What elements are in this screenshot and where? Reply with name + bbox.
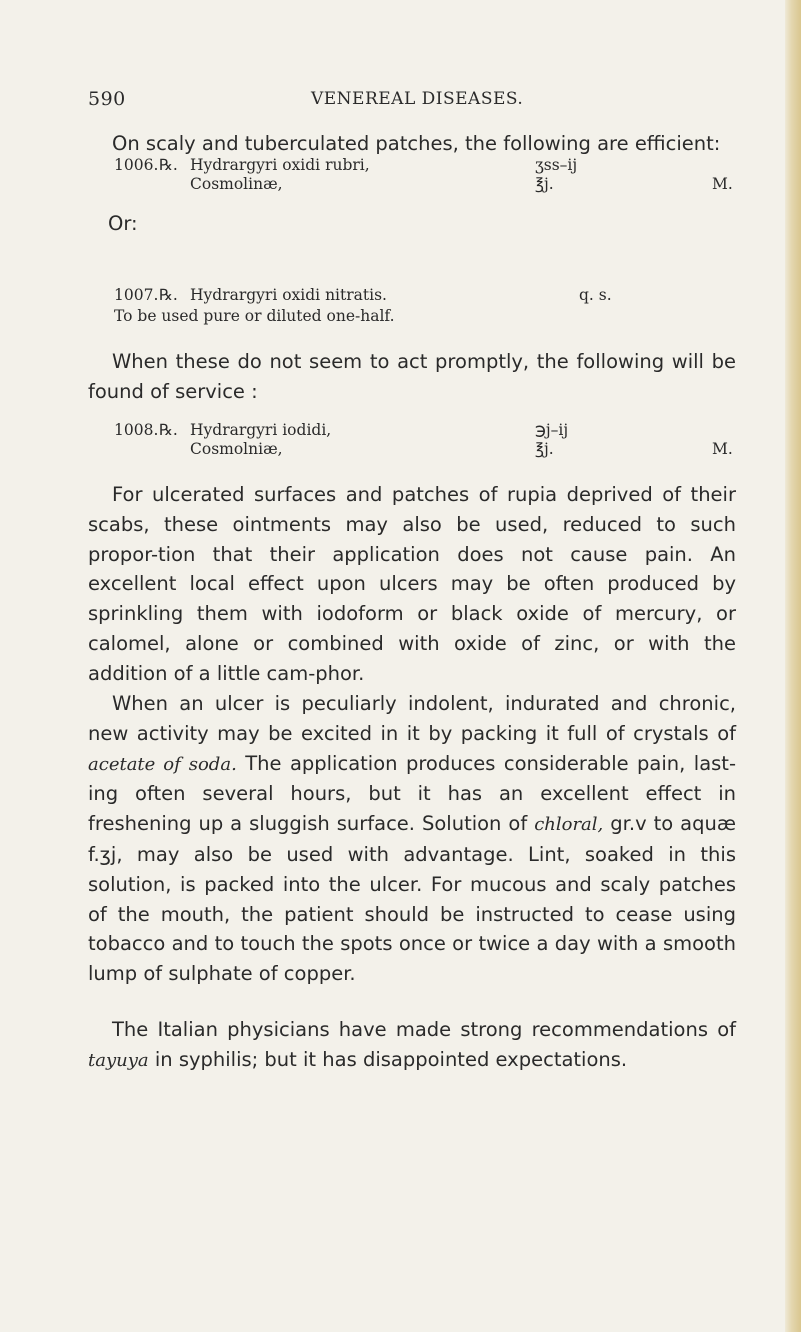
rx-dose: ℈j–ij — [535, 421, 569, 439]
text-run: The application produces considerable pain, last-ing often several hours, but it has an excellent effect in freshening up a sluggish surface. Solution of — [88, 751, 736, 836]
rx-sig: M. — [712, 175, 733, 193]
rx-dose: ʒss–ij — [535, 156, 578, 174]
rx-ingredient: Hydrargyri oxidi nitratis. — [190, 286, 387, 304]
rx-number: 1008. — [114, 421, 159, 439]
paragraph-ulcerated-surfaces: For ulcerated surfaces and patches of rupia deprived of their scabs, these ointments may also be used, reduced to such propor-tion that their application does not cause pain. An excellent local effect upon ulcers may be often produced by sprinkling them with iodoform or black oxide of mercury, or calomel, alone or combined with oxide of zinc, or with the addition of a little cam-phor. — [88, 483, 736, 685]
rx-sig: M. — [712, 440, 733, 458]
rx-number: 1006. — [114, 156, 159, 174]
running-title: VENEREAL DISEASES. — [311, 89, 524, 109]
paragraph-indolent-ulcer — [88, 689, 736, 989]
rx-dose: q. s. — [579, 286, 612, 304]
or-label: Or: — [108, 212, 138, 235]
prescription-1008 — [114, 421, 734, 461]
emphasis-acetate-of-soda: acetate of soda. — [88, 753, 237, 775]
rx-ingredient: Hydrargyri oxidi rubri, — [190, 156, 370, 174]
paragraph-service: When these do not seem to act promptly, the following will be found of service : — [88, 350, 736, 403]
rx-ingredient: Cosmolinæ, — [190, 175, 283, 193]
text-run: The Italian physicians have made strong recommendations of — [112, 1018, 736, 1041]
intro-paragraph: On scaly and tuberculated patches, the following are efficient: — [112, 132, 721, 155]
rx-symbol: ℞. — [159, 421, 178, 439]
prescription-1007 — [114, 286, 734, 326]
rx-number: 1007. — [114, 286, 159, 304]
page-edge — [785, 0, 801, 1332]
running-header — [88, 88, 728, 112]
rx-dose: ℥j. — [535, 175, 554, 193]
page-number: 590 — [88, 88, 126, 110]
rx-dose: ℥j. — [535, 440, 554, 458]
rx-note: To be used pure or diluted one-half. — [114, 307, 395, 325]
text-run: gr.v to aquæ f.ʒj, may also be used with advantage. Lint, soaked in this solution, is packed into the ulcer. For mucous and scaly patches of the mouth, the patient should be instructed to cease using tobacco and to touch the spots once or twice a day with a smooth lump of sulphate of copper. — [88, 812, 736, 986]
rx-ingredient: Hydrargyri iodidi, — [190, 421, 332, 439]
paragraph-tayuya — [88, 1015, 736, 1076]
text-run: When an ulcer is peculiarly indolent, indurated and chronic, new activity may be excited in it by packing it full of crystals of — [88, 692, 736, 745]
rx-symbol: ℞. — [159, 286, 178, 304]
prescription-1006 — [114, 156, 734, 196]
rx-symbol: ℞. — [159, 156, 178, 174]
emphasis-tayuya: tayuya — [88, 1049, 149, 1071]
rx-ingredient: Cosmolniæ, — [190, 440, 283, 458]
emphasis-chloral: chloral, — [534, 814, 604, 836]
text-run: in syphilis; but it has disappointed expectations. — [148, 1047, 628, 1071]
